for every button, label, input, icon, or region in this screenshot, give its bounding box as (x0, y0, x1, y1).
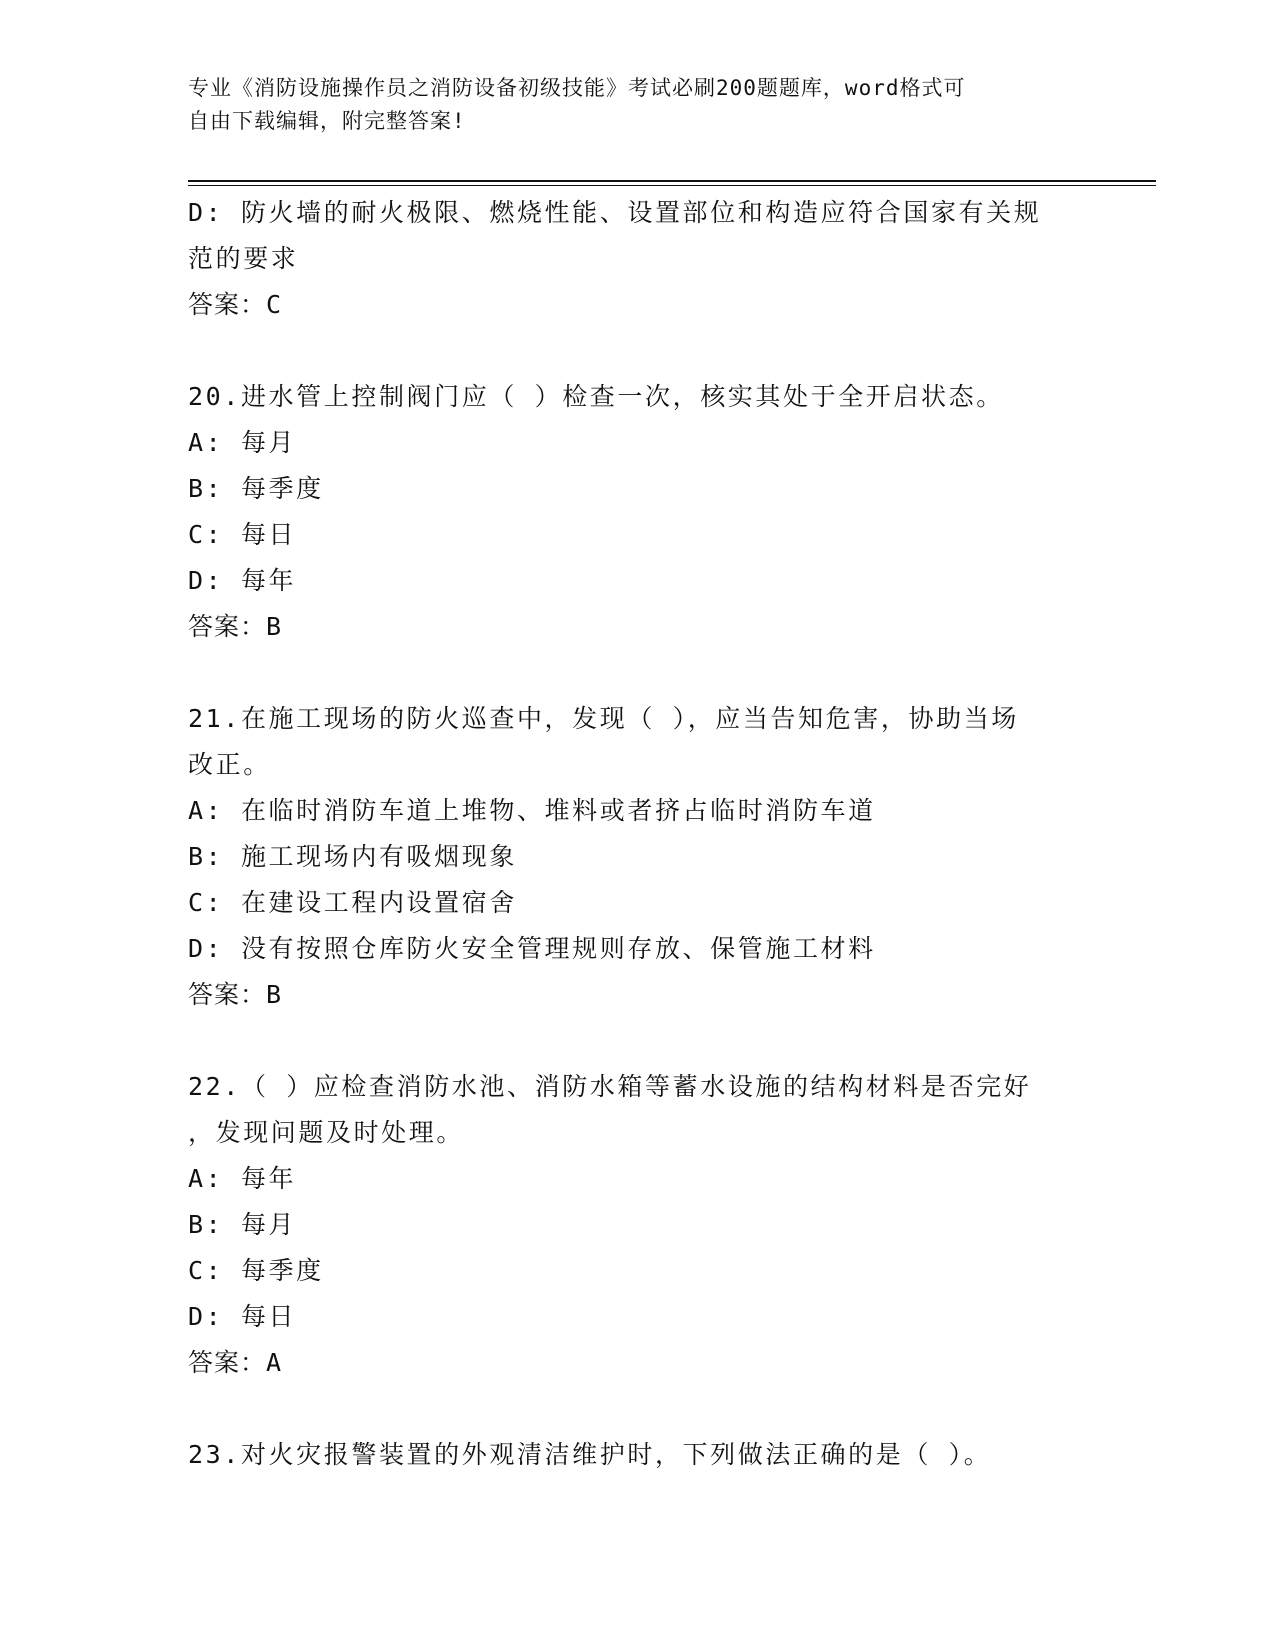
option-a: A: 每年 (188, 1164, 297, 1193)
answer-label: 答案：C (188, 290, 283, 319)
header-line-2: 自由下载编辑，附完整答案! (188, 109, 466, 133)
question-19-tail (188, 190, 1088, 328)
question-stem-line-2: ，发现问题及时处理。 (188, 1118, 465, 1147)
option-d: D: 每日 (188, 1302, 297, 1331)
answer-label: 答案：B (188, 980, 283, 1009)
question-stem: 23.对火灾报警装置的外观清洁维护时，下列做法正确的是（ ）。 (188, 1440, 992, 1469)
question-stem: 20.进水管上控制阀门应（ ）检查一次，核实其处于全开启状态。 (188, 382, 1004, 411)
option-c: C: 每季度 (188, 1256, 324, 1285)
option-d-line-2: 范的要求 (188, 244, 299, 273)
question-21 (188, 696, 1088, 1018)
question-spacer (188, 1386, 1088, 1432)
option-d-line-1: D: 防火墙的耐火极限、燃烧性能、设置部位和构造应符合国家有关规 (188, 198, 1042, 227)
question-20 (188, 374, 1088, 650)
question-stem-line-1: 22.（ ）应检查消防水池、消防水箱等蓄水设施的结构材料是否完好 (188, 1072, 1032, 1101)
answer-label: 答案：A (188, 1348, 283, 1377)
answer-label: 答案：B (188, 612, 283, 641)
option-d: D: 没有按照仓库防火安全管理规则存放、保管施工材料 (188, 934, 876, 963)
document-header (188, 72, 1088, 138)
option-a: A: 每月 (188, 428, 297, 457)
option-a: A: 在临时消防车道上堆物、堆料或者挤占临时消防车道 (188, 796, 876, 825)
header-line-1: 专业《消防设施操作员之消防设备初级技能》考试必刷200题题库，word格式可 (188, 76, 966, 100)
question-content (188, 190, 1088, 1478)
question-spacer (188, 650, 1088, 696)
header-divider-thick (188, 180, 1156, 182)
question-stem-line-2: 改正。 (188, 750, 271, 779)
question-stem-line-1: 21.在施工现场的防火巡查中，发现（ ），应当告知危害，协助当场 (188, 704, 1019, 733)
header-divider-thin (188, 185, 1156, 186)
question-22 (188, 1064, 1088, 1386)
option-c: C: 每日 (188, 520, 297, 549)
question-23 (188, 1432, 1088, 1478)
question-spacer (188, 328, 1088, 374)
option-b: B: 每月 (188, 1210, 297, 1239)
option-d: D: 每年 (188, 566, 297, 595)
option-c: C: 在建设工程内设置宿舍 (188, 888, 517, 917)
question-spacer (188, 1018, 1088, 1064)
option-b: B: 每季度 (188, 474, 324, 503)
option-b: B: 施工现场内有吸烟现象 (188, 842, 517, 871)
